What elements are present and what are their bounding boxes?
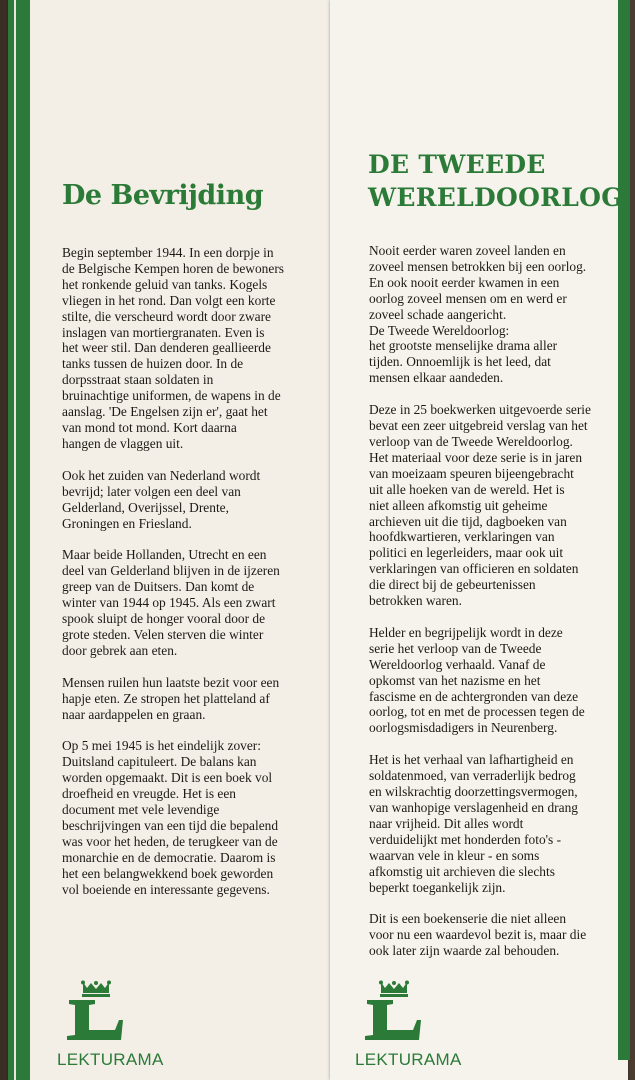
left-paragraph: Maar beide Hollanden, Utrecht en een deel van Gelderland blijven in de ijzeren greep van de Duitsers. Dan komt de winter van 1944 op 1945. Als een zwart spook sluipt de honger vooral door de grote steden. Velen sterven die winter door gebrek aan eten. bbox=[62, 547, 280, 658]
right-body-text bbox=[369, 243, 619, 975]
left-paragraph: Begin september 1944. In een dorpje in de Belgische Kempen horen de bewoners het ronkende geluid van tanks. Kogels vliegen in het rond. Dan volgt een korte stilte, die verscheurd wordt door zware inslagen van mortiergranaten. Even is het weer stil. Dan denderen geallieerde tanks tussen de huizen door. In de dorpsstraat staan soldaten in bruinachtige uniformen, de wapens in de aanslag. 'De Engelsen zijn er', gaat het van mond tot mond. Kort daarna hangen de vlaggen uit. bbox=[62, 245, 284, 451]
left-body-text bbox=[62, 245, 322, 914]
right-paragraph: Nooit eerder waren zoveel landen en zoveel mensen betrokken bij een oorlog. En ook nooit eerder kwamen in een oorlog zoveel mensen om en werd er zoveel schade aangericht. De Tweede Wereldoorlog: het grootste menselijke drama aller tijden. Onnoemlijk is het leed, dat mensen elkaar aandeden. bbox=[369, 243, 587, 386]
left-page-title: De Bevrijding bbox=[62, 180, 264, 211]
left-paragraph: Op 5 mei 1945 is het eindelijk zover: Duitsland capituleert. De balans kan worden opgemaakt. Dit is een boek vol droefheid en vreugde. Het is een document met vele levendige beschrijvingen van een tijd die bepalend was voor het heden, de terugkeer van de monarchie en de democratie. Daarom is het een belangwekkend boek geworden vol boeiende en interessante gegevens. bbox=[62, 738, 279, 897]
right-paragraph: Deze in 25 boekwerken uitgevoerde serie bevat een zeer uitgebreid verslag van het verloop van de Tweede Wereldoorlog. Het materiaal voor deze serie is in jaren van moeizaam speuren bijeengebracht uit alle hoeken van de wereld. Het is niet alleen afkomstig uit geheime archieven uit die tijd, dagboeken van hoofdkwartieren, verklaringen van politici en legerleiders, maar ook uit verklaringen van officieren en soldaten die direct bij de gebeurtenissen betrokken waren. bbox=[369, 402, 591, 609]
right-page-title: DE TWEEDE WERELDOORLOG bbox=[368, 150, 623, 212]
brand-name: LEKTURAMA bbox=[57, 1050, 164, 1069]
left-paragraph: Ook het zuiden van Nederland wordt bevrijd; later volgen een deel van Gelderland, Overijssel, Drente, Groningen en Friesland. bbox=[62, 467, 261, 531]
spine-stripe bbox=[14, 0, 16, 1080]
crown-L-logo-icon bbox=[361, 980, 427, 1042]
left-paragraph: Mensen ruilen hun laatste bezit voor een hapje eten. Ze stropen het platteland af naar aardappelen en graan. bbox=[62, 674, 280, 722]
right-paragraph: Het is het verhaal van lafhartigheid en soldatenmoed, van verraderlijk bedrog en wilskrachtig doorzettingsvermogen, van wanhopige verslagenheid en drang naar vrijheid. Dit alles wordt verduidelijkt met honderden foto's - waarvan vele in kleur - en soms afkomstig uit archieven die slechts beperkt toegankelijk zijn. bbox=[369, 752, 578, 895]
left-green-spine bbox=[8, 0, 30, 1080]
crown-L-logo-icon bbox=[63, 980, 129, 1042]
right-paragraph: Dit is een boekenserie die niet alleen voor nu een waardevol bezit is, maar die ook later zijn waarde zal behouden. bbox=[369, 911, 587, 959]
right-paragraph: Helder en begrijpelijk wordt in deze serie het verloop van de Tweede Wereldoorlog verhaald. Vanaf de opkomst van het nazisme en het fascisme en de achtergronden van deze oorlog, tot en met de processen tegen de oorlogsmisdadigers in Neurenberg. bbox=[369, 624, 585, 736]
brand-name: LEKTURAMA bbox=[355, 1050, 462, 1069]
